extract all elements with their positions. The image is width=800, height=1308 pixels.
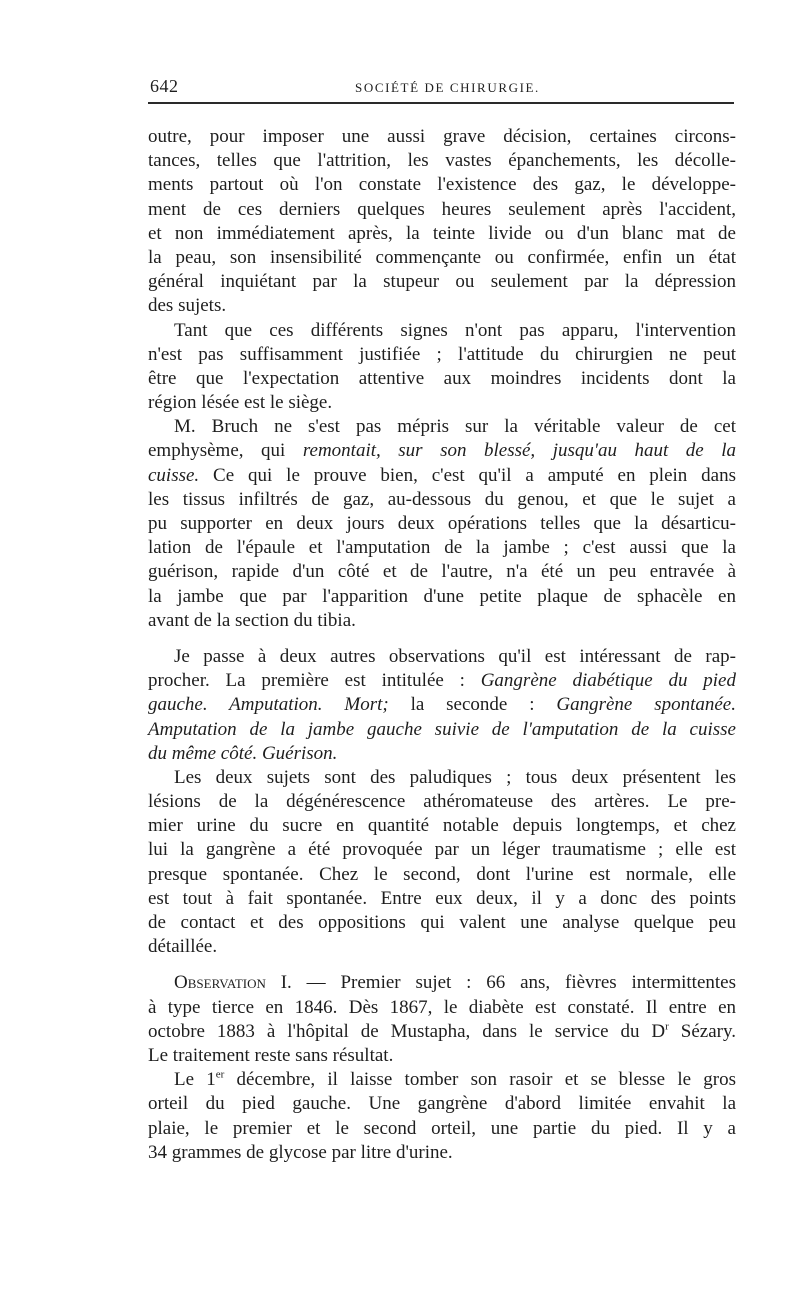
text-span: — Premier sujet : 66 ans, fièvres intermittentes: [291, 972, 736, 994]
text-line: Les deux sujets sont des paludiques ; tous deux présentent les: [174, 766, 736, 788]
text-line: [148, 439, 736, 463]
book-page: [148, 68, 736, 1163]
text-line: outre, pour imposer une aussi grave décision, certaines circons-: [148, 126, 736, 147]
text-line: [148, 693, 736, 717]
text-span: octobre 1883 à l'hôpital de Mustapha, dans le service du D: [148, 1020, 666, 1042]
text-line: n'est pas suffisamment justifiée ; l'attitude du chirurgien ne peut: [148, 343, 736, 365]
text-line: à type tierce en 1846. Dès 1867, le diabète est constaté. Il entre en: [148, 996, 736, 1018]
paragraph-4: [148, 645, 736, 766]
header-rule: [148, 102, 734, 104]
superscript: er: [215, 1068, 225, 1081]
text-span: Ce qui le prouve bien, c'est qu'il a amputé en plein dans: [199, 464, 736, 486]
italic-quote: remontait, sur son blessé, jusqu'au haut de la: [302, 440, 736, 462]
text-line: région lésée est le siège.: [148, 392, 333, 414]
page-number: 642: [150, 76, 179, 96]
text-span: procher. La première est intitulée :: [148, 670, 481, 692]
text-line: général inquiétant par la stupeur ou seulement par la dépression: [148, 271, 736, 293]
text-line: guérison, rapide d'un côté et de l'autre, n'a été un peu entravée à: [148, 561, 736, 583]
text-line: les tissus infiltrés de gaz, au-dessous du genou, et que le sujet a: [148, 488, 736, 510]
running-title: SOCIÉTÉ DE CHIRURGIE.: [355, 80, 540, 95]
text-line: détaillée.: [148, 936, 218, 958]
text-line: pu supporter en deux jours deux opérations telles que la désarticu-: [148, 513, 736, 534]
text-line: [148, 1068, 736, 1092]
text-span: la seconde :: [388, 694, 557, 716]
paragraph-7: [148, 1068, 736, 1165]
text-span: Sézary.: [668, 1020, 736, 1042]
text-line: [148, 464, 736, 488]
text-line: [148, 669, 736, 693]
text-line: [148, 971, 736, 995]
superscript: r: [665, 1020, 669, 1033]
observation-title: du même côté. Guérison.: [148, 742, 338, 764]
observation-title: Gangrène diabétique du pied: [480, 670, 736, 692]
text-line: de contact et des oppositions qui valent une analyse quelque peu: [148, 912, 736, 933]
text-line: lui la gangrène a été provoquée par un léger traumatisme ; elle est: [148, 839, 736, 861]
paragraph-1: [148, 125, 736, 319]
observation-1: [148, 971, 736, 1068]
text-line: est tout à fait spontanée. Entre eux deux, il y a donc des points: [148, 887, 736, 909]
observation-heading: Observation I.: [174, 972, 292, 994]
italic-quote: cuisse.: [148, 464, 200, 486]
paragraph-3: [148, 415, 736, 633]
text-line: plaie, le premier et le second orteil, une partie du pied. Il y a: [148, 1117, 736, 1139]
paragraph-2: [148, 319, 736, 416]
text-line: des sujets.: [148, 295, 227, 317]
text-line: mier urine du sucre en quantité notable depuis longtemps, et chez: [148, 815, 736, 837]
text-line: être que l'expectation attentive aux moindres incidents dont la: [148, 367, 736, 389]
text-line: la peau, son insensibilité commençante ou confirmée, enfin un état: [148, 246, 736, 268]
paragraph-5: [148, 766, 736, 960]
text-line: Je passe à deux autres observations qu'il est intéressant de rap-: [174, 645, 736, 667]
text-line: et non immédiatement après, la teinte livide ou d'un blanc mat de: [148, 222, 736, 244]
observation-title: Gangrène spontanée.: [556, 694, 736, 716]
body-text: [148, 125, 736, 1165]
section-gap: [148, 633, 736, 645]
text-line: avant de la section du tibia.: [148, 609, 356, 631]
text-span: décembre, il laisse tomber son rasoir et se blesse le gros: [224, 1069, 736, 1091]
text-line: [148, 1020, 736, 1044]
text-line: Tant que ces différents signes n'ont pas apparu, l'intervention: [174, 319, 736, 341]
text-line: ment de ces derniers quelques heures seulement après l'accident,: [148, 198, 736, 220]
text-span: Le 1: [174, 1069, 216, 1091]
text-line: presque spontanée. Chez le second, dont l'urine est normale, elle: [148, 863, 736, 885]
text-line: la jambe que par l'apparition d'une petite plaque de sphacèle en: [148, 585, 736, 607]
observation-title: Amputation de la jambe gauche suivie de l'amputation de la cuisse: [148, 718, 736, 740]
section-gap: [148, 959, 736, 971]
text-line: ments partout où l'on constate l'existence des gaz, le développe-: [148, 174, 736, 196]
text-line: lésions de la dégénérescence athéromateuse des artères. Le pre-: [148, 791, 736, 813]
text-span: emphysème, qui: [148, 440, 303, 462]
text-line: orteil du pied gauche. Une gangrène d'abord limitée envahit la: [148, 1093, 736, 1115]
text-line: tances, telles que l'attrition, les vastes épanchements, les décolle-: [148, 150, 736, 172]
text-line: M. Bruch ne s'est pas mépris sur la véritable valeur de cet: [174, 416, 736, 438]
text-line: lation de l'épaule et l'amputation de la jambe ; c'est aussi que la: [148, 537, 736, 559]
text-line: Le traitement reste sans résultat.: [148, 1044, 394, 1066]
observation-title: gauche. Amputation. Mort;: [148, 694, 389, 716]
running-head: [148, 68, 736, 98]
text-line: 34 grammes de glycose par litre d'urine.: [148, 1141, 453, 1163]
